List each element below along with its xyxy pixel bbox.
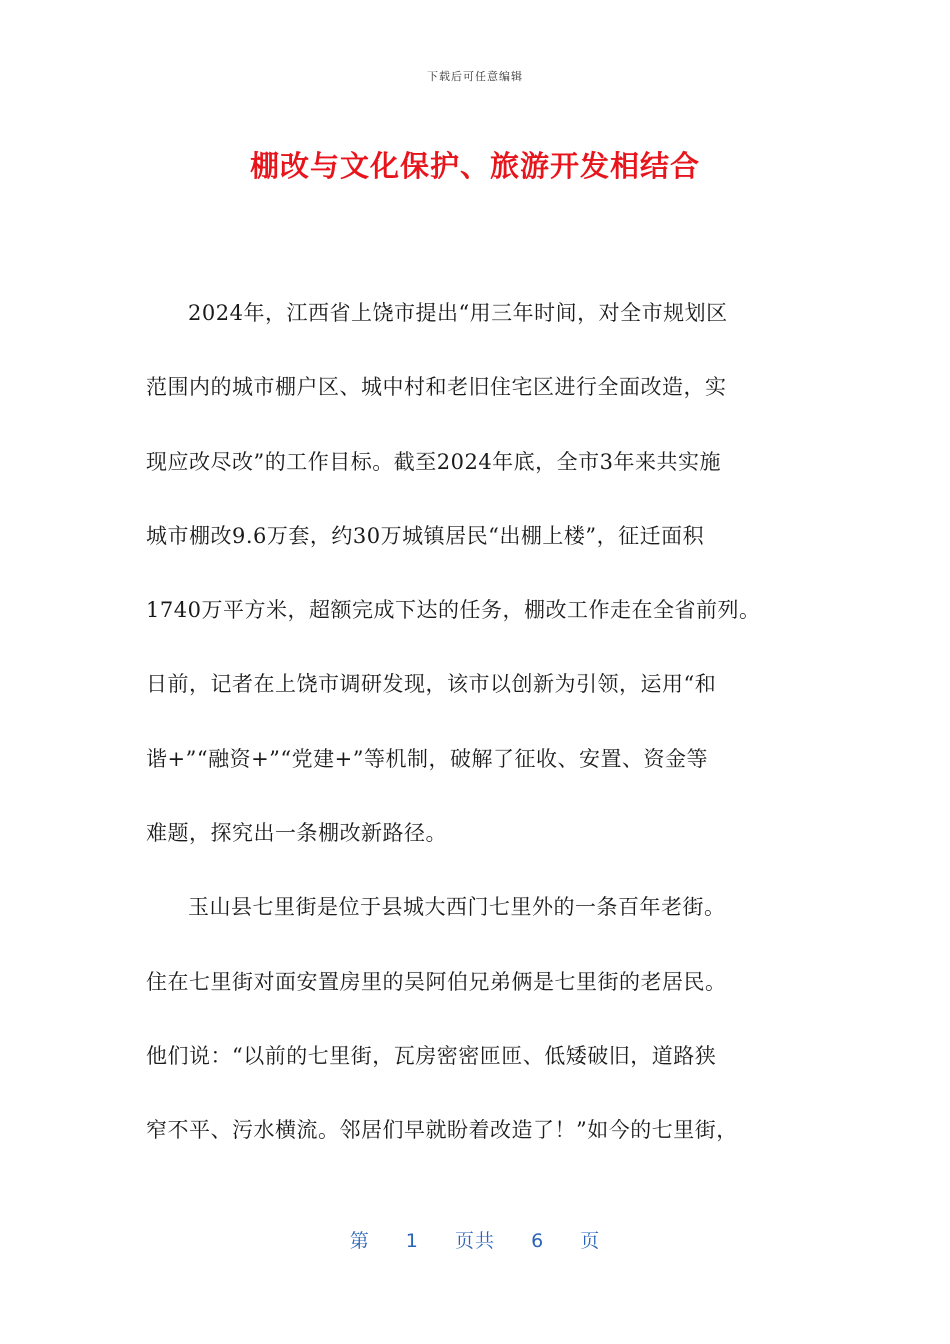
page-suffix: 页 bbox=[580, 1230, 601, 1252]
page-prefix: 第 bbox=[349, 1230, 370, 1252]
paragraph-2 bbox=[146, 870, 806, 1167]
text-line: 1740万平方米，超额完成下达的任务，棚改工作走在全省前列。 bbox=[146, 598, 761, 623]
text-line: 日前，记者在上饶市调研发现，该市以创新为引领，运用“和 bbox=[146, 672, 717, 697]
page-number-footer bbox=[0, 1226, 950, 1253]
page-middle-text: 页共 bbox=[454, 1230, 495, 1252]
text-line: 玉山县七里街是位于县城大西门七里外的一条百年老街。 bbox=[188, 895, 726, 920]
text-line: 现应改尽改”的工作目标。截至2024年底，全市3年来共实施 bbox=[146, 449, 722, 474]
document-title: 棚改与文化保护、旅游开发相结合 bbox=[249, 149, 700, 183]
text-line: 2024年，江西省上饶市提出“用三年时间，对全市规划区 bbox=[188, 301, 728, 325]
text-line: 城市棚改9.6万套，约30万城镇居民“出棚上楼”，征迁面积 bbox=[146, 523, 705, 548]
download-note: 下载后可任意编辑 bbox=[427, 70, 523, 83]
document-body bbox=[146, 276, 806, 1168]
text-line: 窄不平、污水横流。邻居们早就盼着改造了！”如今的七里街， bbox=[146, 1118, 738, 1143]
text-line: 住在七里街对面安置房里的吴阿伯兄弟俩是七里街的老居民。 bbox=[146, 969, 727, 994]
text-line: 范围内的城市棚户区、城中村和老旧住宅区进行全面改造，实 bbox=[146, 375, 727, 400]
text-line: 他们说：“以前的七里街，瓦房密密匝匝、低矮破旧，道路狭 bbox=[146, 1043, 717, 1068]
text-line: 谐+”“融资+”“党建+”等机制，破解了征收、安置、资金等 bbox=[146, 746, 708, 771]
total-pages-number: 6 bbox=[531, 1230, 545, 1252]
paragraph-1 bbox=[146, 276, 806, 870]
text-line: 难题，探究出一条棚改新路径。 bbox=[146, 821, 447, 846]
current-page-number: 1 bbox=[405, 1230, 419, 1252]
